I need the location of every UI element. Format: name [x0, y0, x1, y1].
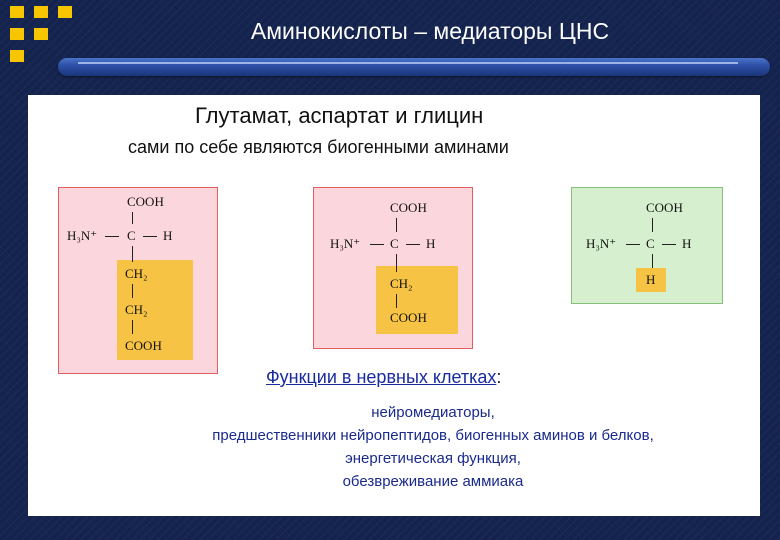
- functions-title: [266, 367, 501, 388]
- glutamate-structure: [58, 187, 218, 374]
- function-item: обезвреживание аммиака: [342, 473, 524, 490]
- glutamate-h: H: [163, 228, 173, 243]
- functions-list: [108, 401, 758, 493]
- glycine-side-h: H: [646, 272, 656, 287]
- content-panel: [28, 95, 760, 516]
- page-title: Аминокислоты – медиаторы ЦНС: [250, 18, 610, 44]
- glycine-structure: [571, 187, 723, 304]
- functions-title-colon: :: [496, 367, 502, 387]
- slide-heading: Глутамат, аспартат и глицин: [195, 103, 484, 128]
- function-item: предшественники нейропептидов, биогенных аминов и белков,: [212, 427, 654, 444]
- aspartate-cooh-top: COOH: [390, 200, 427, 215]
- glycine-h3n: H₃N⁺: [586, 236, 617, 251]
- glutamate-h3n: H₃N⁺: [67, 228, 98, 243]
- glutamate-cooh-top: COOH: [127, 194, 164, 209]
- aspartate-ch2: CH₂: [390, 276, 413, 291]
- slide-subheading: сами по себе являются биогенными аминами: [128, 137, 509, 157]
- glutamate-ch2-2: CH₂: [125, 302, 148, 317]
- functions-title-text: Функции в нервных клетках: [266, 367, 497, 387]
- glutamate-cooh-bottom: COOH: [125, 338, 162, 353]
- function-item: энергетическая функция,: [345, 450, 521, 467]
- glutamate-alpha-c: C: [127, 228, 136, 243]
- aspartate-cooh-bottom: COOH: [390, 310, 427, 325]
- glycine-alpha-c: C: [646, 236, 655, 251]
- aspartate-h3n: H₃N⁺: [330, 236, 361, 251]
- title-underline-bar: [58, 58, 770, 76]
- glycine-h: H: [682, 236, 692, 251]
- function-item: нейромедиаторы,: [371, 404, 495, 421]
- glycine-cooh-top: COOH: [646, 200, 683, 215]
- glutamate-ch2-1: CH₂: [125, 266, 148, 281]
- aspartate-structure: [313, 187, 473, 349]
- aspartate-h: H: [426, 236, 436, 251]
- aspartate-alpha-c: C: [390, 236, 399, 251]
